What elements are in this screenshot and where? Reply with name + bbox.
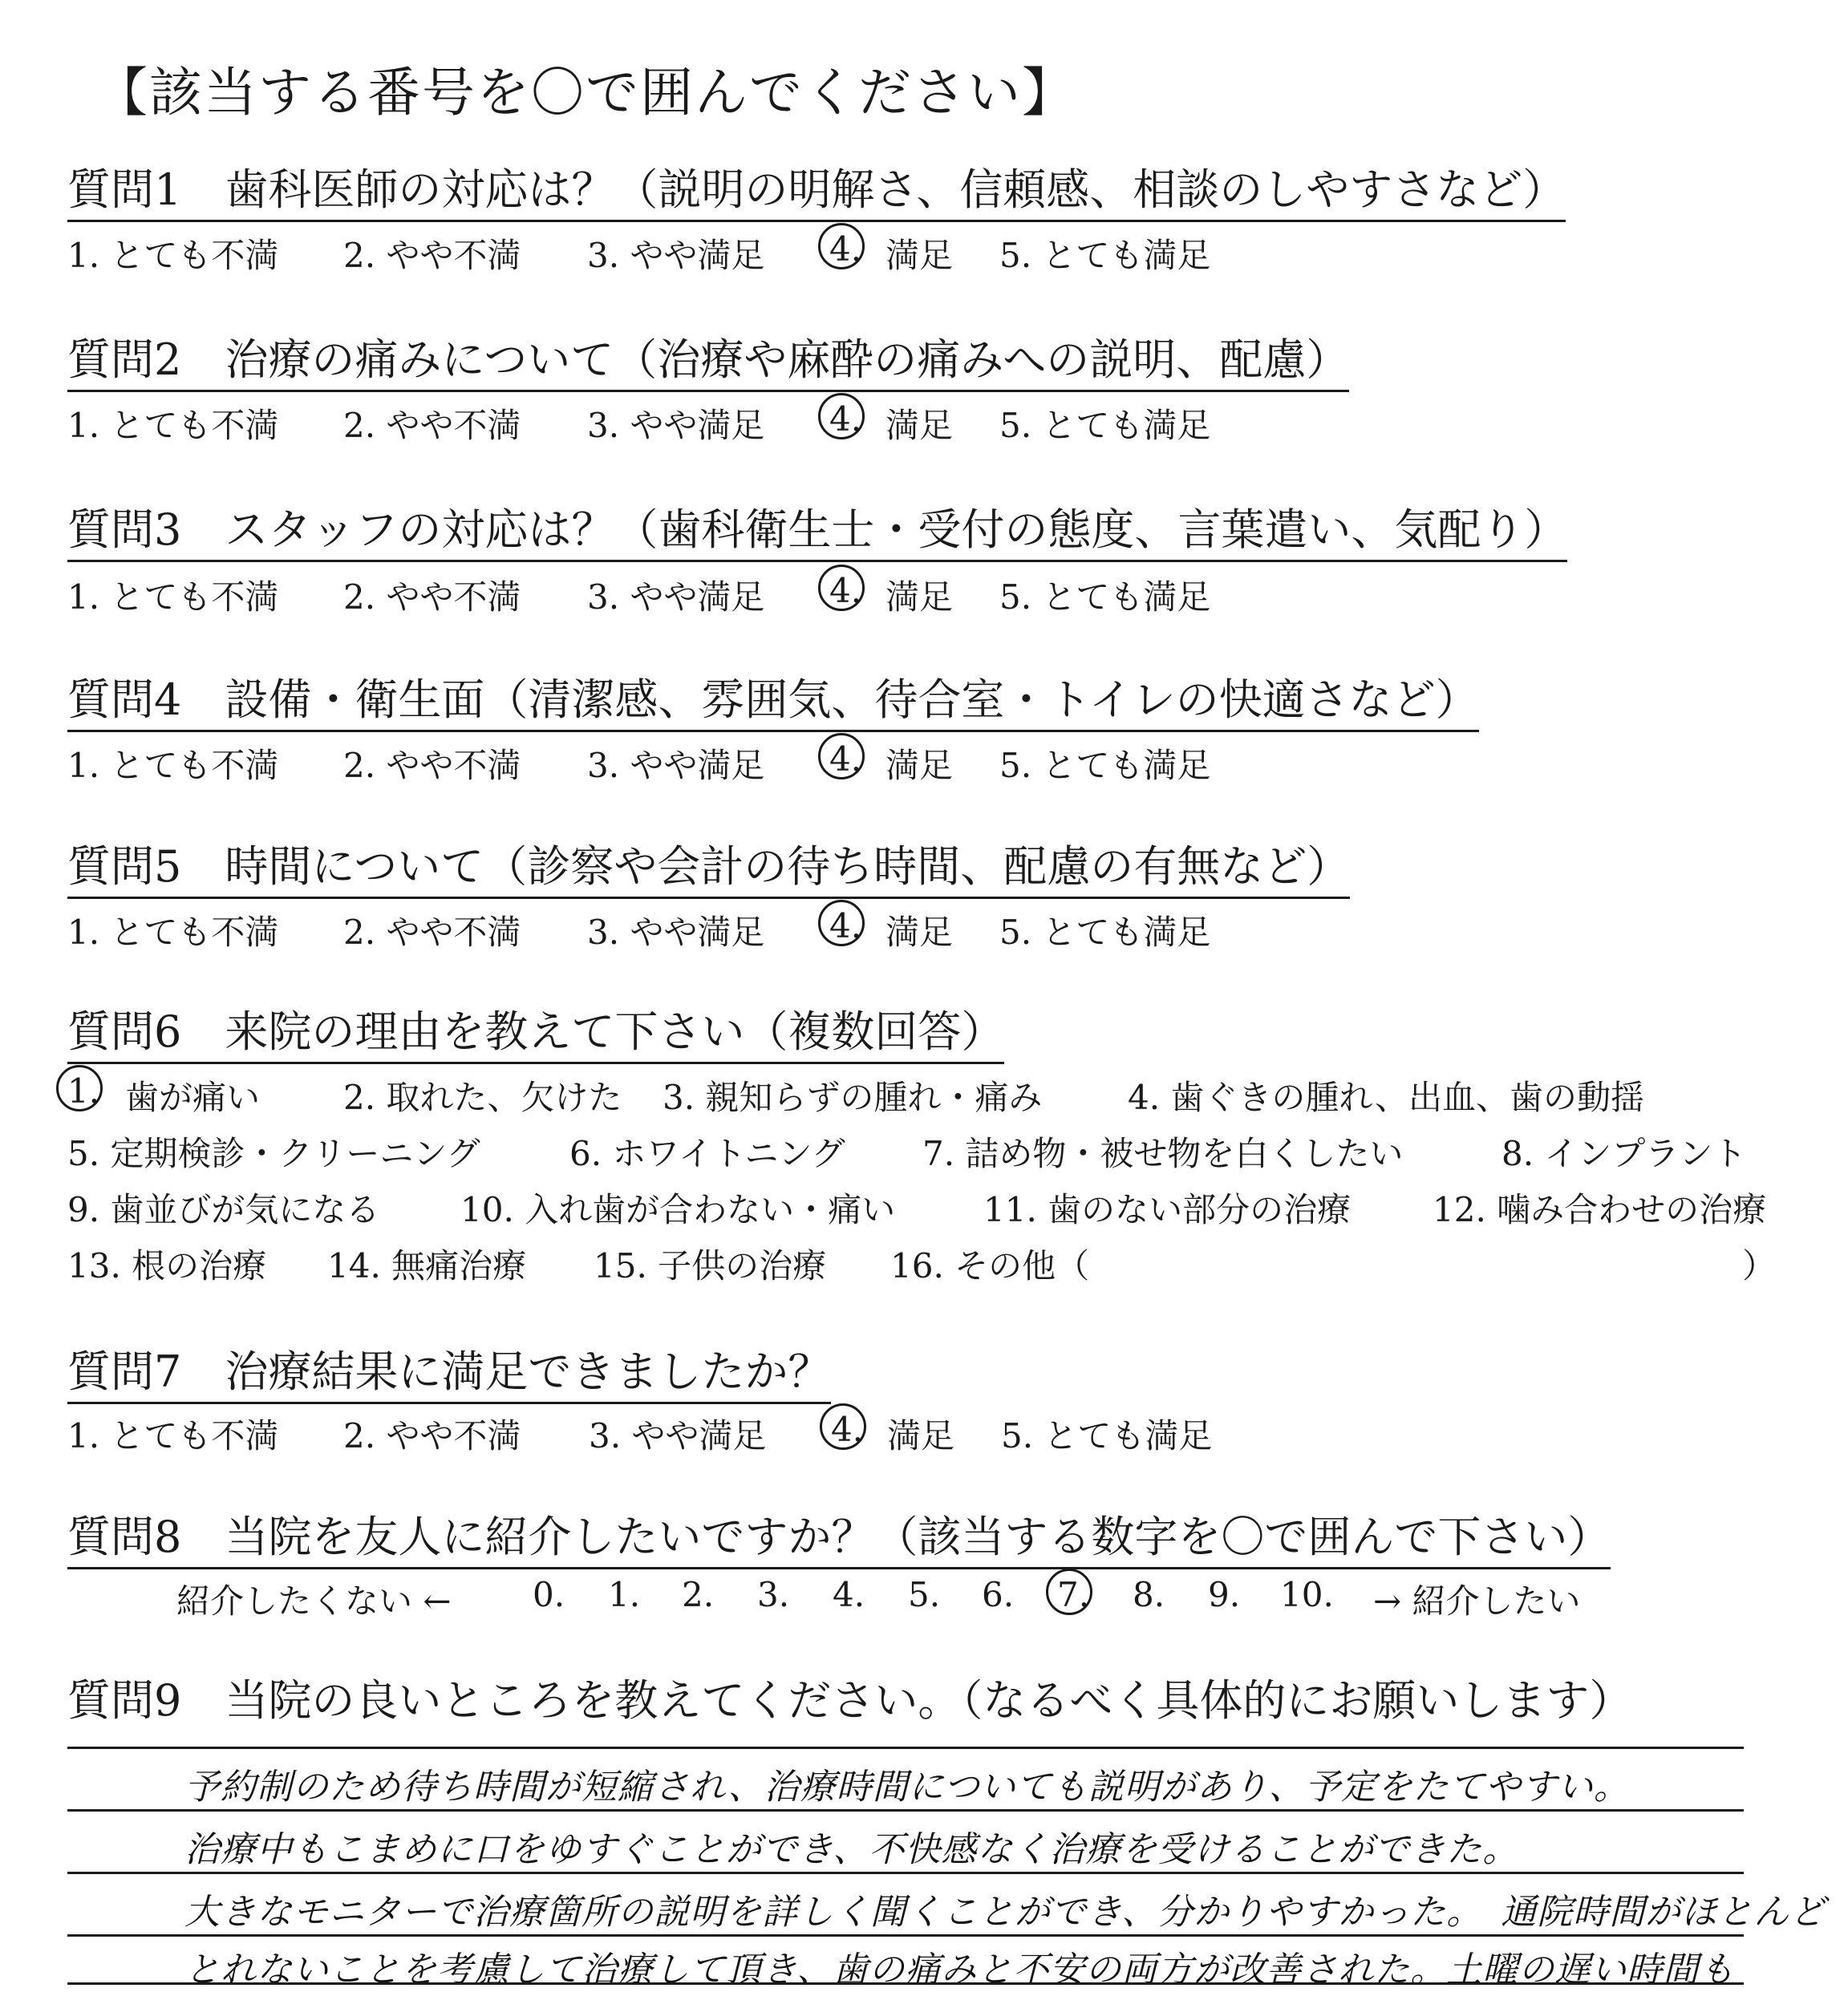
option-2[interactable]: 2. やや不満 bbox=[343, 913, 521, 952]
option-3[interactable]: 3. やや満足 bbox=[587, 236, 765, 275]
option-5[interactable]: 5. とても満足 bbox=[999, 236, 1211, 275]
question-3-heading: 質問3 スタッフの対応は？（歯科衛生士・受付の態度、言葉遣い、気配り） bbox=[67, 505, 1567, 562]
reason-9[interactable]: 9. 歯並びが気になる bbox=[67, 1190, 380, 1229]
option-2[interactable]: 2. やや不満 bbox=[343, 746, 521, 785]
option-4[interactable]: 4. bbox=[829, 399, 861, 439]
reason-8[interactable]: 8. インプラント bbox=[1502, 1134, 1747, 1173]
option-1[interactable]: 1. とても不満 bbox=[67, 236, 279, 275]
question-4-heading: 質問4 設備・衛生面（清潔感、雰囲気、待合室・トイレの快適さなど） bbox=[67, 675, 1479, 732]
option-1[interactable]: 1. とても不満 bbox=[67, 913, 279, 952]
option-4[interactable]: 4. bbox=[829, 571, 861, 610]
reason-6[interactable]: 6. ホワイトニング bbox=[569, 1134, 845, 1173]
selection-circle bbox=[818, 565, 865, 611]
reason-1[interactable]: 1. bbox=[67, 1071, 99, 1111]
reason-16-close: ） bbox=[1742, 1246, 1777, 1285]
option-5[interactable]: 5. とても満足 bbox=[999, 406, 1211, 445]
selection-circle bbox=[818, 733, 865, 779]
reason-4[interactable]: 4. 歯ぐきの腫れ、出血、歯の動揺 bbox=[1128, 1078, 1644, 1117]
option-2[interactable]: 2. やや不満 bbox=[343, 577, 521, 617]
scale-4[interactable]: 4. bbox=[833, 1575, 865, 1614]
scale-7[interactable]: 7. bbox=[1057, 1575, 1089, 1614]
selection-circle bbox=[1046, 1569, 1092, 1615]
reason-7[interactable]: 7. 詰め物・被せ物を白くしたい bbox=[922, 1134, 1404, 1173]
option-1[interactable]: 1. とても不満 bbox=[67, 406, 279, 445]
option-3[interactable]: 3. やや満足 bbox=[589, 1416, 767, 1456]
answer-line-2: 治療中もこまめに口をゆすぐことができ、不快感なく治療を受けることができた。 bbox=[184, 1829, 1519, 1870]
option-4[interactable]: 4. bbox=[829, 739, 861, 779]
scale-right-label: → 紹介したい bbox=[1373, 1581, 1581, 1621]
option-4-label: 満足 bbox=[886, 746, 954, 785]
reason-1-label: 歯が痛い bbox=[125, 1078, 261, 1117]
scale-0[interactable]: 0. bbox=[533, 1575, 565, 1614]
answer-line-1: 予約制のため待ち時間が短縮され、治療時間についても説明があり、予定をたてやすい。 bbox=[184, 1767, 1630, 1808]
reason-15[interactable]: 15. 子供の治療 bbox=[594, 1246, 827, 1285]
question-8-heading: 質問8 当院を友人に紹介したいですか？（該当する数字を〇で囲んで下さい） bbox=[67, 1512, 1611, 1569]
selection-circle bbox=[818, 900, 865, 946]
answer-line-rule bbox=[67, 1872, 1744, 1874]
option-4-label: 満足 bbox=[886, 913, 954, 952]
reason-5[interactable]: 5. 定期検診・クリーニング bbox=[67, 1134, 480, 1173]
answer-line-rule bbox=[67, 1982, 1744, 1985]
option-2[interactable]: 2. やや不満 bbox=[343, 406, 521, 445]
question-2-heading: 質問2 治療の痛みについて（治療や麻酔の痛みへの説明、配慮） bbox=[67, 335, 1349, 392]
selection-circle bbox=[818, 223, 865, 269]
scale-3[interactable]: 3. bbox=[757, 1575, 790, 1614]
question-7-heading: 質問7 治療結果に満足できましたか？ bbox=[67, 1347, 831, 1404]
reason-16[interactable]: 16. その他（ bbox=[890, 1246, 1090, 1285]
answer-line-rule bbox=[67, 1934, 1744, 1937]
page-title: 【該当する番号を〇で囲んでください】 bbox=[95, 62, 1076, 123]
option-5[interactable]: 5. とても満足 bbox=[999, 746, 1211, 785]
option-2[interactable]: 2. やや不満 bbox=[343, 236, 521, 275]
scale-left-label: 紹介したくない ← bbox=[176, 1581, 452, 1621]
option-4[interactable]: 4. bbox=[829, 229, 861, 269]
scale-8[interactable]: 8. bbox=[1133, 1575, 1165, 1614]
question-1-heading: 質問1 歯科医師の対応は？（説明の明解さ、信頼感、相談のしやすさなど） bbox=[67, 165, 1566, 222]
option-4-label: 満足 bbox=[886, 577, 954, 617]
scale-9[interactable]: 9. bbox=[1208, 1575, 1241, 1614]
option-1[interactable]: 1. とても不満 bbox=[67, 1416, 279, 1456]
answer-line-rule bbox=[67, 1809, 1744, 1812]
question-6-heading: 質問6 来院の理由を教えて下さい（複数回答） bbox=[67, 1007, 1004, 1064]
selection-circle bbox=[818, 393, 865, 439]
option-3[interactable]: 3. やや満足 bbox=[587, 406, 765, 445]
option-4-label: 満足 bbox=[886, 406, 954, 445]
reason-2[interactable]: 2. 取れた、欠けた bbox=[343, 1078, 622, 1117]
question-9-heading: 質問9 当院の良いところを教えてください。（なるべく具体的にお願いします） bbox=[67, 1675, 1633, 1726]
question-5-heading: 質問5 時間について（診察や会計の待ち時間、配慮の有無など） bbox=[67, 842, 1350, 899]
scale-5[interactable]: 5. bbox=[908, 1575, 941, 1614]
answer-line-rule bbox=[67, 1747, 1744, 1749]
option-2[interactable]: 2. やや不満 bbox=[343, 1416, 521, 1456]
option-3[interactable]: 3. やや満足 bbox=[587, 913, 765, 952]
scale-10[interactable]: 10. bbox=[1280, 1575, 1334, 1614]
reason-10[interactable]: 10. 入れ歯が合わない・痛い bbox=[460, 1190, 896, 1229]
selection-circle bbox=[56, 1065, 103, 1111]
option-5[interactable]: 5. とても満足 bbox=[1001, 1416, 1213, 1456]
option-5[interactable]: 5. とても満足 bbox=[999, 577, 1211, 617]
reason-3[interactable]: 3. 親知らずの腫れ・痛み bbox=[663, 1078, 1043, 1117]
option-3[interactable]: 3. やや満足 bbox=[587, 746, 765, 785]
option-4-label: 満足 bbox=[886, 236, 954, 275]
option-4[interactable]: 4. bbox=[831, 1410, 863, 1449]
answer-line-4: とれないことを考慮して治療して頂き、歯の痛みと不安の両方が改善された。土曜の遅い時間も bbox=[184, 1949, 1736, 1990]
reason-14[interactable]: 14. 無痛治療 bbox=[327, 1246, 527, 1285]
reason-13[interactable]: 13. 根の治療 bbox=[67, 1246, 267, 1285]
answer-line-3: 大きなモニターで治療箇所の説明を詳しく聞くことができ、分かりやすかった。 通院時間がほとんど bbox=[184, 1892, 1826, 1933]
scale-1[interactable]: 1. bbox=[608, 1575, 641, 1614]
option-3[interactable]: 3. やや満足 bbox=[587, 577, 765, 617]
scale-6[interactable]: 6. bbox=[982, 1575, 1015, 1614]
option-1[interactable]: 1. とても不満 bbox=[67, 577, 279, 617]
option-5[interactable]: 5. とても満足 bbox=[999, 913, 1211, 952]
option-1[interactable]: 1. とても不満 bbox=[67, 746, 279, 785]
selection-circle bbox=[820, 1403, 866, 1450]
reason-12[interactable]: 12. 噛み合わせの治療 bbox=[1433, 1190, 1767, 1229]
option-4[interactable]: 4. bbox=[829, 906, 861, 945]
scale-2[interactable]: 2. bbox=[682, 1575, 715, 1614]
reason-11[interactable]: 11. 歯のない部分の治療 bbox=[983, 1190, 1352, 1229]
option-4-label: 満足 bbox=[887, 1416, 955, 1456]
